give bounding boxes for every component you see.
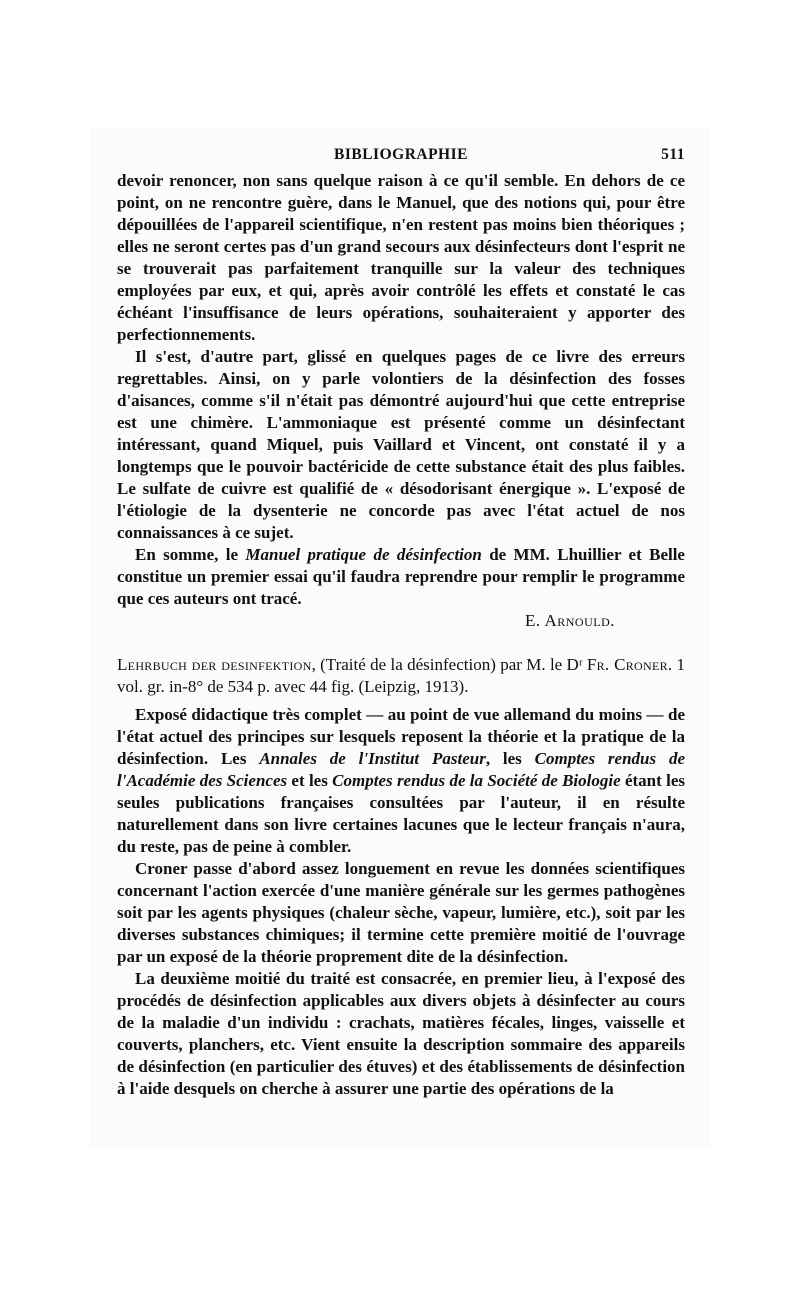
review1-paragraph-3 (117, 544, 685, 610)
page-header (117, 142, 685, 168)
review2-para1-a: Exposé didactique très complet — au point de vue allemand du moins — de l'état actuel des principes sur lesquels reposent la théorie et la pratique de la désinfection. Les (117, 705, 685, 768)
review2-heading (117, 654, 685, 698)
running-head: BIBLIOGRAPHIE (334, 146, 468, 163)
review2-title-rest: , (Traité de la désinfection) par M. le Dʳ (311, 655, 587, 674)
review1-para3-after: de MM. Lhuillier et Belle constitue un premier essai qu'il faudra reprendre pour remplir le programme que ces auteurs ont tracé. (117, 545, 685, 608)
review2-para1-d: étant les seules publications françaises consultées par l'auteur, il en résulte naturellement dans son livre certaines lacunes que le lecteur français n'aura, du reste, pas de peine à combler. (117, 771, 685, 856)
review2-para1-b: , les (485, 749, 535, 768)
review2-author: Fr. Croner (586, 655, 668, 674)
review2-book-title: Lehrbuch der desinfektion (117, 655, 312, 674)
review1-para3-before: En somme, le (135, 545, 246, 564)
review2-cited-annales: Annales de l'Institut Pasteur (259, 749, 486, 768)
review2-paragraph-2: Croner passe d'abord assez longuement en revue les données scientifiques concernant l'action exercée d'une manière générale sur les germes pathogènes soit par les agents physiques (chaleur sèche, vapeur, lumière, etc.), soit par les diverses substances chimiques; il termine cette première moitié de l'ouvrage par un exposé de la théorie proprement dite de la désinfection. (117, 859, 685, 966)
review2-title-details: . 1 vol. gr. in-8° de 534 p. avec 44 fig. (Leipzig, 1913). (117, 655, 686, 696)
review1-signature: E. Arnould. (525, 611, 615, 630)
review2-paragraph-1 (117, 704, 685, 858)
review2-para1-c: et les (287, 771, 333, 790)
review1-book-title: Manuel pratique de désinfection (245, 545, 482, 564)
page-number: 511 (661, 146, 685, 163)
review1-paragraph-2: Il s'est, d'autre part, glissé en quelques pages de ce livre des erreurs regrettables. Ainsi, on y parle volontiers de la désinfection des fosses d'aisances, comme s'il n'était pas démontré aujourd'hui que cette entreprise est une chimère. L'ammoniaque est présenté comme un désinfectant intéressant, quand Miquel, puis Vaillard et Vincent, ont constaté il y a longtemps que le pouvoir bactéricide de cette substance était des plus faibles. Le sulfate de cuivre est qualifié de « désodorisant énergique ». L'exposé de l'étiologie de la dysenterie ne concorde pas avec l'état actuel de nos connaissances à ce sujet. (117, 347, 685, 542)
review-lhuillier-belle (117, 170, 685, 610)
review2-cited-biologie: Comptes rendus de la Société de Biologie (332, 771, 621, 790)
review-croner (117, 704, 685, 1100)
review1-paragraph-1: devoir renoncer, non sans quelque raison à ce qu'il semble. En dehors de ce point, on ne rencontre guère, dans le Manuel, que des notions qui, pour être dépouillées de l'appareil scientifique, n'en restent pas moins bien théoriques ; elles ne seront certes pas d'un grand secours aux désinfecteurs dont l'esprit ne se trouverait pas parfaitement tranquille sur la valeur des techniques employées par eux, et qui, après avoir contrôlé les effets et constaté le cas échéant l'insuffisance de leurs opérations, souhaiteraient y apporter des perfectionnements. (117, 171, 685, 344)
page-content (117, 142, 685, 1100)
review2-cited-academie: Comptes rendus de l'Académie des Sciences (117, 749, 685, 790)
review2-paragraph-3: La deuxième moitié du traité est consacrée, en premier lieu, à l'exposé des procédés de désinfection applicables aux divers objets à désinfecter au cours de la maladie d'un individu : crachats, matières fécales, linges, vaisselle et couverts, planchers, etc. Vient ensuite la description sommaire des appareils de désinfection (en particulier des étuves) et des établissements de désinfection à l'aide desquels on cherche à assurer une partie des opérations de la (117, 969, 685, 1098)
